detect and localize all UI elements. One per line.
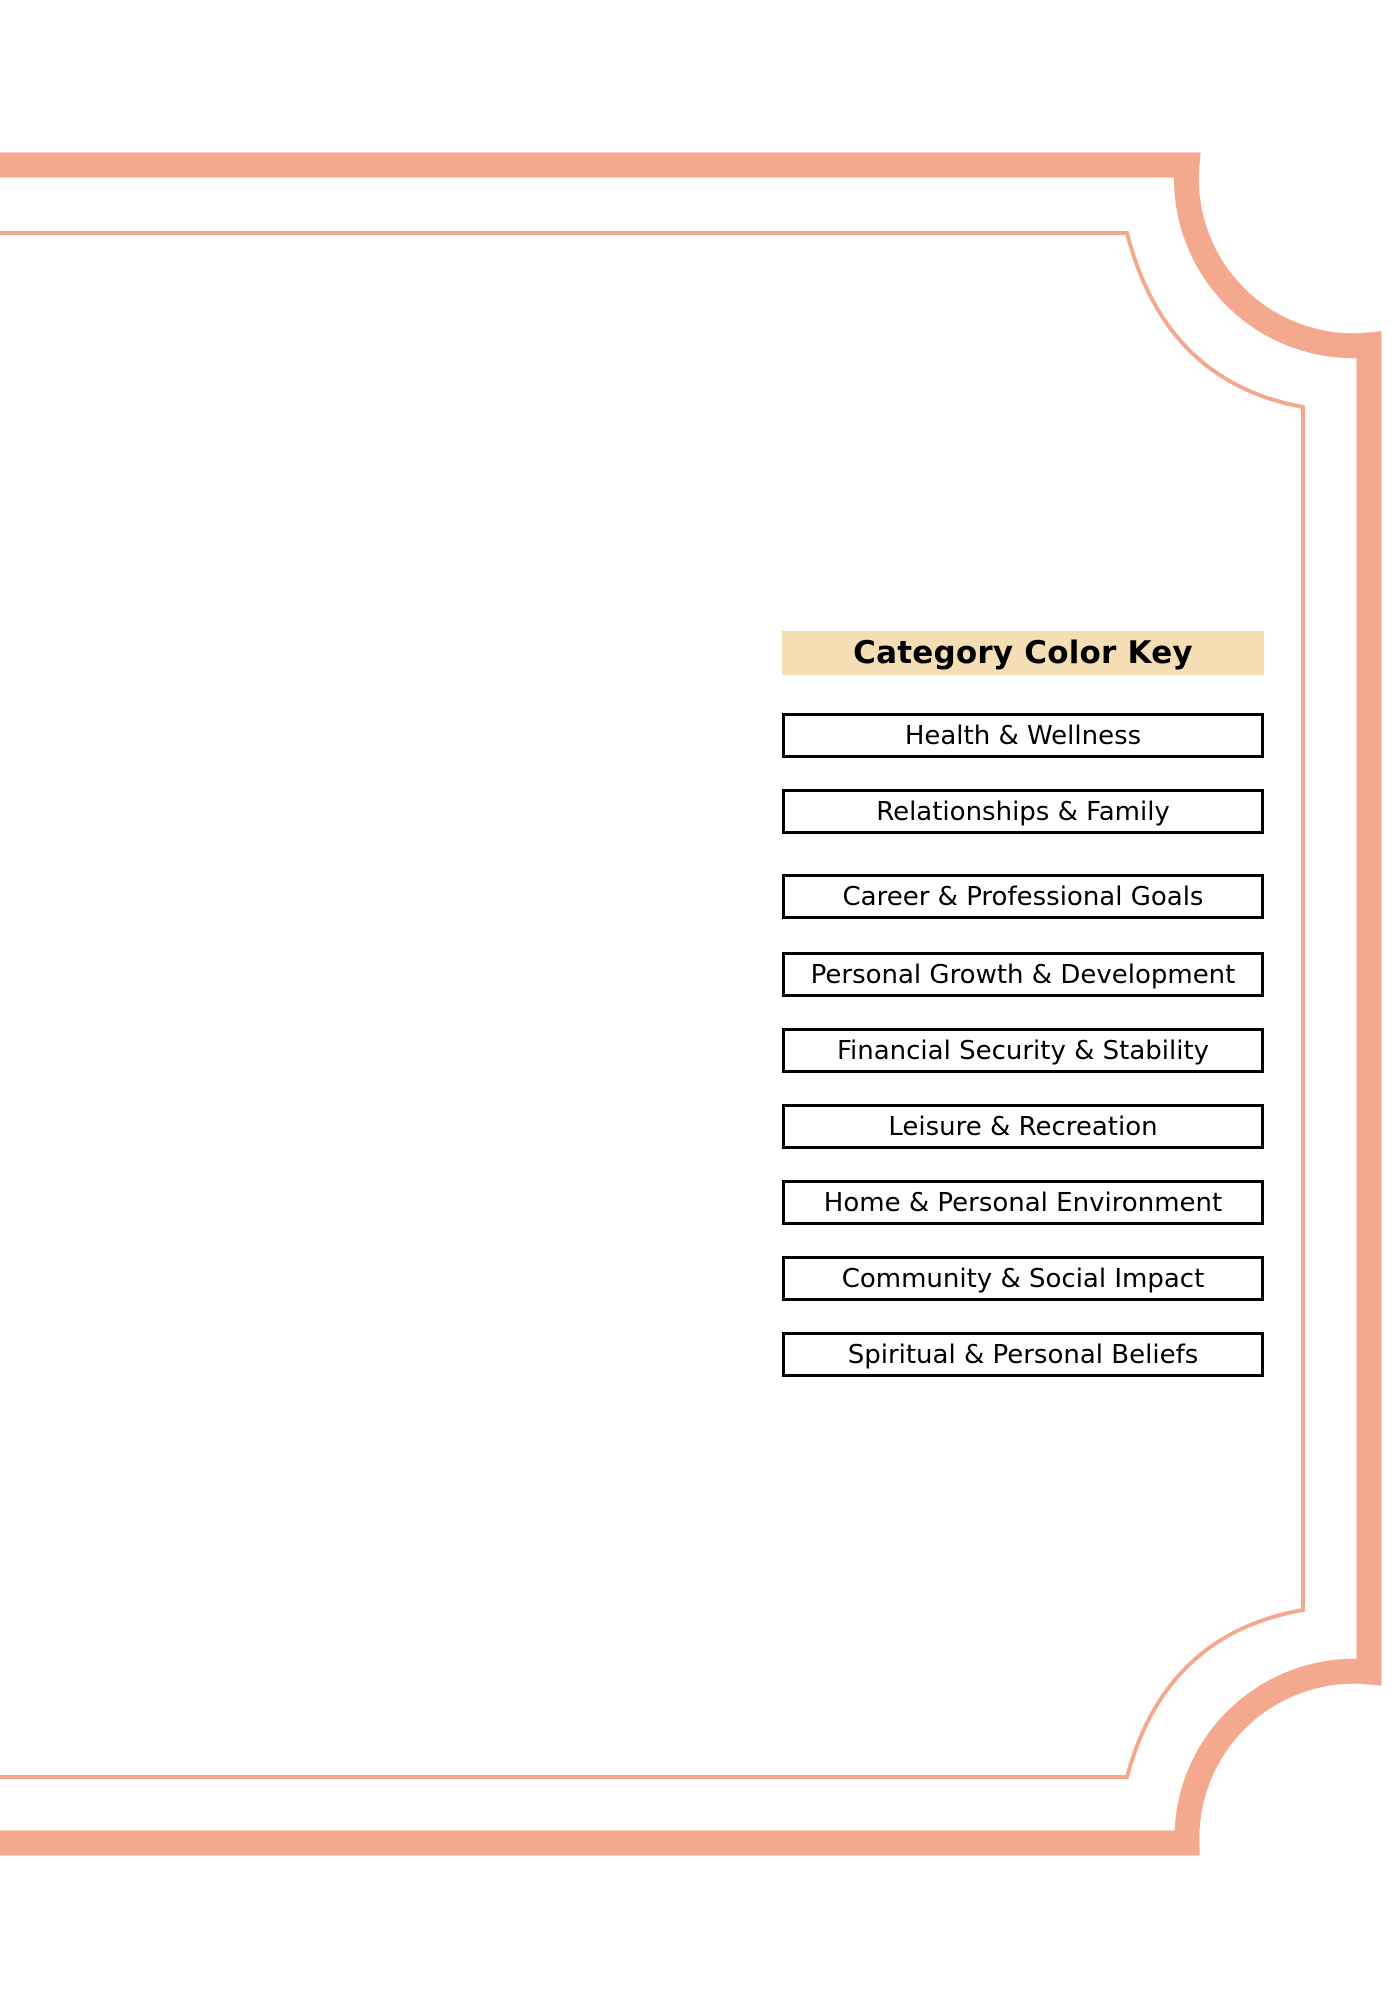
key-item-health-wellness: Health & Wellness: [782, 713, 1264, 758]
key-item-relationships-family: Relationships & Family: [782, 789, 1264, 834]
key-item-home-environment: Home & Personal Environment: [782, 1180, 1264, 1225]
key-item-career-professional-goals: Career & Professional Goals: [782, 874, 1264, 919]
key-item-leisure-recreation: Leisure & Recreation: [782, 1104, 1264, 1149]
category-color-key: [782, 631, 1264, 1370]
key-item-financial-security: Financial Security & Stability: [782, 1028, 1264, 1073]
key-item-community-social-impact: Community & Social Impact: [782, 1256, 1264, 1301]
key-title: Category Color Key: [782, 631, 1264, 675]
outer-frame-border: [0, 165, 1369, 1843]
key-item-personal-growth: Personal Growth & Development: [782, 952, 1264, 997]
key-item-spiritual-beliefs: Spiritual & Personal Beliefs: [782, 1332, 1264, 1377]
inner-frame-border: [0, 233, 1303, 1777]
